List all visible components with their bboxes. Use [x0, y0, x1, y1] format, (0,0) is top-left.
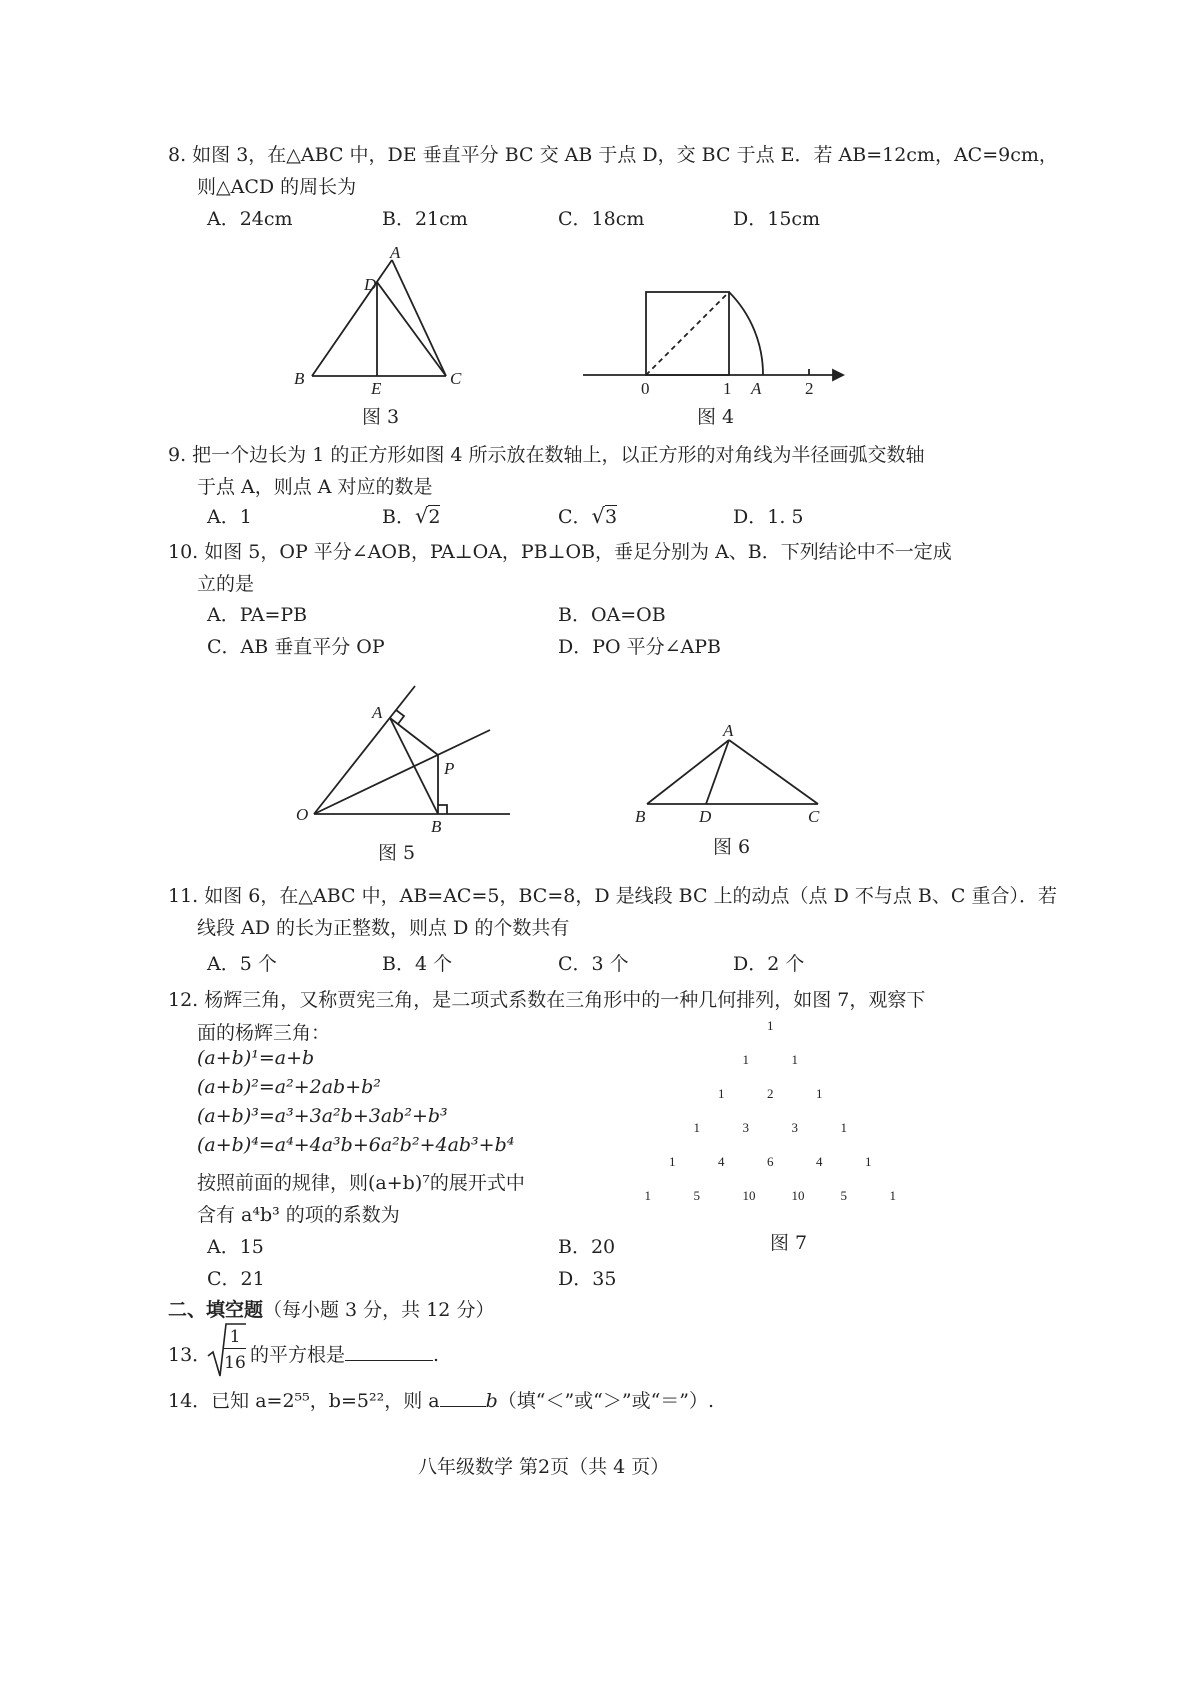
triangle-number: 1	[693, 1120, 700, 1135]
figure-5	[290, 678, 530, 838]
q8-stem-line2: 则△ACD 的周长为	[197, 176, 357, 198]
figure-3	[280, 240, 480, 400]
q10-option-a: A．PA=PB	[207, 604, 308, 626]
triangle-number: 1	[791, 1052, 798, 1067]
q11-stem-line2: 线段 AD 的长为正整数，则点 D 的个数共有	[197, 917, 570, 939]
triangle-number: 1	[767, 1018, 774, 1033]
fig3-label-a: A	[390, 243, 401, 262]
q12-option-b: B．20	[558, 1236, 616, 1258]
q9-option-a: A．1	[207, 506, 252, 528]
q12-option-c: C．21	[207, 1268, 265, 1290]
triangle-number: 1	[669, 1154, 676, 1169]
q10-option-d: D．PO 平分∠APB	[558, 636, 722, 658]
q12-expansion-1: (a+b)¹=a+b	[197, 1047, 315, 1069]
triangle-number: 4	[718, 1154, 725, 1169]
fig4-diagonal	[646, 292, 729, 375]
fig5-segment-pa	[390, 718, 438, 755]
q11-option-c: C．3 个	[558, 953, 629, 975]
fig5-label-b: B	[431, 817, 442, 836]
triangle-number: 1	[816, 1086, 823, 1101]
fig4-label-a: A	[751, 379, 762, 398]
triangle-number: 1	[840, 1120, 847, 1135]
fig5-right-angle-b	[438, 805, 447, 814]
fig3-label-b: B	[294, 369, 305, 388]
fig7-caption: 图 7	[770, 1232, 808, 1254]
q11-stem-line1: 11. 如图 6，在△ABC 中，AB=AC=5，BC=8，D 是线段 BC 上的动点（点 D 不与点 B、C 重合）．若	[168, 885, 1057, 907]
triangle-number: 3	[742, 1120, 749, 1135]
fig6-side-ac	[729, 740, 818, 804]
triangle-number: 5	[840, 1188, 847, 1203]
q10-option-c: C．AB 垂直平分 OP	[207, 636, 385, 658]
triangle-number: 10	[742, 1188, 756, 1203]
triangle-number: 1	[865, 1154, 872, 1169]
q9-option-c: C．√3	[558, 504, 618, 528]
fig3-label-d: D	[364, 275, 377, 294]
triangle-number: 4	[816, 1154, 823, 1169]
q12-stem-line1: 12. 杨辉三角，又称贾宪三角，是二项式系数在三角形中的一种几何排列，如图 7，观察下	[168, 989, 926, 1011]
fig5-label-a: A	[372, 703, 383, 722]
q12-expansion-2: (a+b)²=a²+2ab+b²	[197, 1076, 381, 1098]
fig3-label-e: E	[371, 379, 382, 398]
fig4-arc	[729, 292, 763, 375]
q14-suffix: （填“＜”或“＞”或“＝”）.	[497, 1390, 715, 1412]
fig6-label-a: A	[723, 721, 734, 740]
section-2-note: （每小题 3 分，共 12 分）	[263, 1299, 495, 1321]
fig6-label-d: D	[699, 807, 712, 826]
fig3-caption: 图 3	[362, 406, 400, 428]
q13-denominator: 16	[224, 1353, 246, 1373]
q8-stem-line1: 8. 如图 3，在△ABC 中，DE 垂直平分 BC 交 AB 于点 D，交 BC 于点 E．若 AB=12cm，AC=9cm，	[168, 144, 1058, 166]
q9-radicand-c: 3	[604, 506, 618, 528]
fig5-right-angle-a	[396, 710, 404, 724]
fig6-label-b: B	[635, 807, 646, 826]
q12-ask-line2: 含有 a⁴b³ 的项的系数为	[197, 1204, 400, 1226]
q13-text	[250, 1340, 439, 1367]
fig4-caption: 图 4	[697, 406, 735, 428]
q8-option-b: B．21cm	[382, 208, 468, 230]
fig3-label-c: C	[450, 369, 462, 388]
q14-line	[168, 1386, 714, 1413]
fig5-label-p: P	[444, 759, 455, 778]
q13-answer-blank[interactable]	[345, 1360, 433, 1361]
q12-expansion-4: (a+b)⁴=a⁴+4a³b+6a²b²+4ab³+b⁴	[197, 1134, 515, 1156]
q12-option-a: A．15	[207, 1236, 264, 1258]
fig3-segment-dc	[377, 282, 446, 376]
fig4-arrow-head	[833, 370, 843, 380]
q12-expansion-3: (a+b)³=a³+3a²b+3ab²+b³	[197, 1105, 448, 1127]
figure-4	[575, 282, 850, 402]
q10-stem-line2: 立的是	[197, 573, 255, 595]
q13-suffix: 的平方根是	[250, 1344, 346, 1366]
q13-sqrt-fraction	[206, 1322, 246, 1378]
fig3-side-ba	[312, 260, 392, 376]
section-2-heading	[168, 1295, 494, 1322]
q14-prefix: 14．已知 a=2⁵⁵，b=5²²，则 a	[168, 1390, 440, 1412]
q9-radicand-b: 2	[428, 506, 441, 528]
q10-option-b: B．OA=OB	[558, 604, 666, 626]
triangle-number: 10	[791, 1188, 805, 1203]
fig5-label-o: O	[296, 805, 309, 824]
q9-stem-line1: 9. 把一个边长为 1 的正方形如图 4 所示放在数轴上，以正方形的对角线为半径画弧交数轴	[168, 444, 925, 466]
q8-option-d: D．15cm	[733, 208, 821, 230]
triangle-number: 1	[889, 1188, 896, 1203]
figure-7-yanghui-triangle	[640, 1018, 920, 1218]
sqrt-symbol: √	[414, 504, 429, 528]
triangle-number: 1	[742, 1052, 749, 1067]
q12-stem-line2: 面的杨辉三角：	[197, 1022, 331, 1044]
triangle-number: 1	[718, 1086, 725, 1101]
q12-ask-line1: 按照前面的规律，则(a+b)⁷的展开式中	[197, 1172, 525, 1194]
q11-option-d: D．2 个	[733, 953, 805, 975]
triangle-number: 5	[693, 1188, 700, 1203]
triangle-number: 1	[644, 1188, 651, 1203]
fig5-ray-oa	[314, 686, 415, 814]
fig3-side-ac	[392, 260, 446, 376]
q11-option-b: B．4 个	[382, 953, 453, 975]
q11-option-a: A．5 个	[207, 953, 277, 975]
q13-number: 13．	[168, 1344, 212, 1366]
q9-stem-line2: 于点 A，则点 A 对应的数是	[197, 476, 433, 498]
fig4-label-0: 0	[641, 379, 650, 398]
fig4-label-1: 1	[723, 379, 732, 398]
triangle-number: 6	[767, 1154, 774, 1169]
q10-stem-line1: 10. 如图 5，OP 平分∠AOB，PA⊥OA，PB⊥OB，垂足分别为 A、B．下列结论中不一定成	[168, 541, 952, 563]
q9-option-d: D．1. 5	[733, 506, 804, 528]
q12-option-d: D．35	[558, 1268, 617, 1290]
page-footer: 八年级数学 第2页（共 4 页）	[418, 1456, 670, 1478]
fig6-caption: 图 6	[713, 836, 751, 858]
sqrt-symbol: √	[591, 504, 605, 528]
section-2-title: 二、填空题	[168, 1299, 264, 1321]
q14-answer-blank[interactable]	[440, 1406, 486, 1407]
q9-option-b: B．√2	[382, 504, 441, 528]
q13-end: .	[433, 1344, 440, 1366]
q8-option-a: A．24cm	[207, 208, 293, 230]
fig5-segment-ab	[390, 718, 438, 814]
fig5-caption: 图 5	[378, 842, 416, 864]
fig6-label-c: C	[808, 807, 820, 826]
triangle-number: 3	[791, 1120, 798, 1135]
triangle-number: 2	[767, 1086, 774, 1101]
figure-6	[625, 718, 835, 828]
fig4-label-2: 2	[805, 379, 814, 398]
q14-mid: b	[485, 1390, 498, 1412]
q13-numerator: 1	[224, 1326, 246, 1349]
q8-option-c: C．18cm	[558, 208, 645, 230]
